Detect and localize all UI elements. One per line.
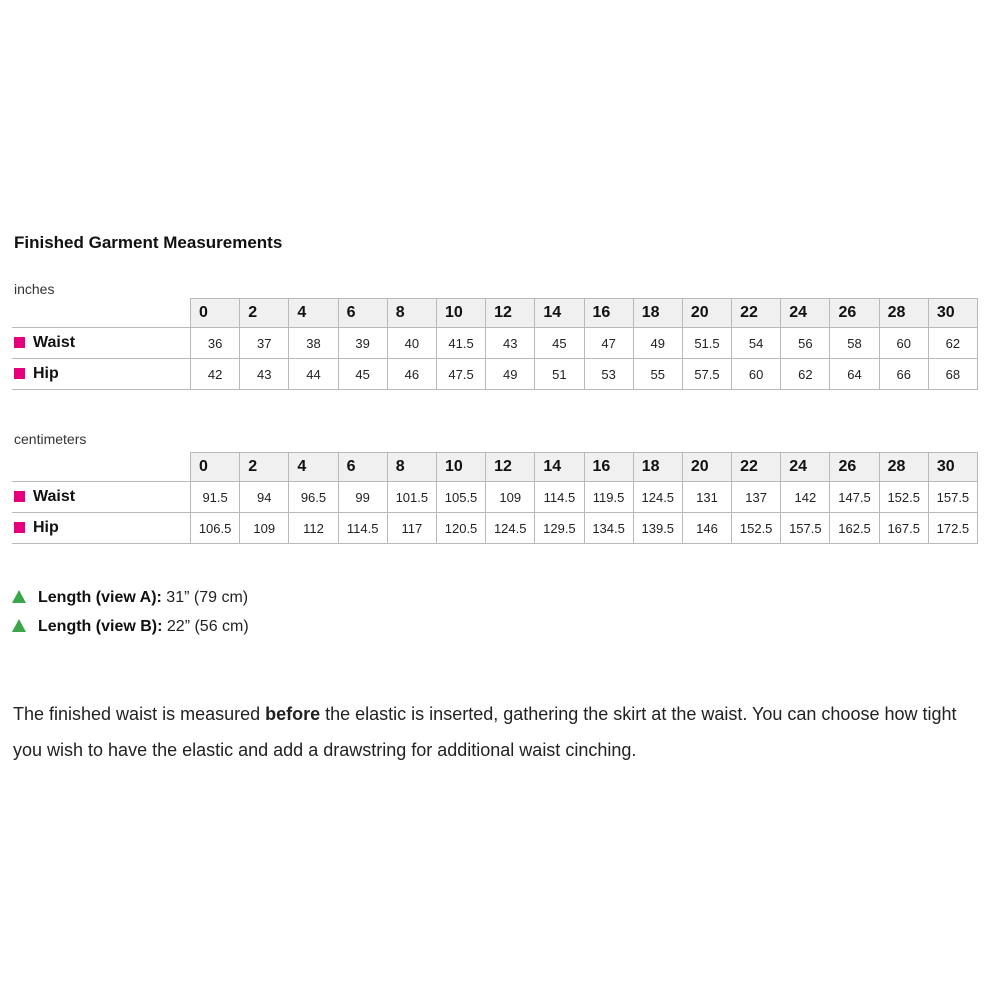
size-header: 30: [928, 299, 977, 328]
hip-value-cell: 124.5: [486, 513, 535, 544]
page-title: Finished Garment Measurements: [14, 233, 283, 252]
length-label: Length (view B):: [38, 618, 163, 635]
waist-value-cell: 105.5: [436, 482, 485, 513]
hip-value-cell: 43: [240, 359, 289, 390]
waist-value-cell: 56: [781, 328, 830, 359]
note-text: the elastic is inserted, gathering the skirt at the waist. You can choose how tight you wish to have the elastic and add a drawstring for additional waist cinching.: [13, 704, 957, 760]
size-header-row: [12, 299, 978, 328]
waist-value-cell: 109: [486, 482, 535, 513]
green-triangle-icon: [12, 619, 26, 632]
waist-value-cell: 137: [732, 482, 781, 513]
size-header: 10: [436, 299, 485, 328]
size-header-row: [12, 453, 978, 482]
size-header: 14: [535, 453, 584, 482]
hip-value-cell: 55: [633, 359, 682, 390]
hip-row: [12, 359, 978, 390]
hip-row: [12, 513, 978, 544]
waist-value-cell: 94: [240, 482, 289, 513]
waist-value-cell: 131: [682, 482, 731, 513]
hip-value-cell: 44: [289, 359, 338, 390]
size-header: 10: [436, 453, 485, 482]
waist-value-cell: 37: [240, 328, 289, 359]
hip-value-cell: 46: [387, 359, 436, 390]
waist-value-cell: 114.5: [535, 482, 584, 513]
hip-value-cell: 152.5: [732, 513, 781, 544]
note-bold: before: [265, 704, 321, 724]
hip-value-cell: 47.5: [436, 359, 485, 390]
centimeters-label: centimeters: [14, 431, 87, 447]
table-corner: [12, 453, 191, 482]
waist-value-cell: 99: [338, 482, 387, 513]
note-text: The finished waist is measured: [13, 704, 266, 724]
waist-value-cell: 91.5: [191, 482, 240, 513]
size-header: 26: [830, 453, 879, 482]
size-header: 6: [338, 299, 387, 328]
waist-row-label: [12, 482, 191, 513]
hip-value-cell: 53: [584, 359, 633, 390]
inches-table: [12, 298, 978, 390]
hip-row-label: [12, 359, 191, 390]
hip-value-cell: 172.5: [928, 513, 977, 544]
size-header: 8: [387, 453, 436, 482]
waist-row: [12, 328, 978, 359]
size-header: 12: [486, 453, 535, 482]
hip-value-cell: 68: [928, 359, 977, 390]
waist-value-cell: 43: [486, 328, 535, 359]
hip-value-cell: 60: [732, 359, 781, 390]
hip-value-cell: 42: [191, 359, 240, 390]
waist-value-cell: 96.5: [289, 482, 338, 513]
waist-value-cell: 39: [338, 328, 387, 359]
hip-value-cell: 134.5: [584, 513, 633, 544]
waist-value-cell: 101.5: [387, 482, 436, 513]
pink-square-icon: [14, 368, 25, 379]
waist-value-cell: 36: [191, 328, 240, 359]
hip-value-cell: 45: [338, 359, 387, 390]
waist-value-cell: 142: [781, 482, 830, 513]
pink-square-icon: [14, 522, 25, 533]
size-header: 0: [191, 299, 240, 328]
size-header: 16: [584, 299, 633, 328]
waist-value-cell: 54: [732, 328, 781, 359]
size-header: 2: [240, 299, 289, 328]
waist-note-paragraph: [13, 696, 973, 768]
hip-value-cell: 114.5: [338, 513, 387, 544]
size-header: 16: [584, 453, 633, 482]
waist-value-cell: 49: [633, 328, 682, 359]
hip-value-cell: 66: [879, 359, 928, 390]
size-header: 24: [781, 299, 830, 328]
size-header: 12: [486, 299, 535, 328]
pink-square-icon: [14, 337, 25, 348]
size-header: 30: [928, 453, 977, 482]
hip-value-cell: 109: [240, 513, 289, 544]
hip-value-cell: 139.5: [633, 513, 682, 544]
size-header: 8: [387, 299, 436, 328]
length-view-a: [12, 589, 248, 607]
length-view-b: [12, 618, 249, 636]
pink-square-icon: [14, 491, 25, 502]
size-header: 22: [732, 453, 781, 482]
hip-value-cell: 162.5: [830, 513, 879, 544]
length-value: 22” (56 cm): [166, 618, 249, 635]
hip-value-cell: 106.5: [191, 513, 240, 544]
waist-value-cell: 45: [535, 328, 584, 359]
size-header: 18: [633, 299, 682, 328]
waist-row: [12, 482, 978, 513]
waist-value-cell: 152.5: [879, 482, 928, 513]
size-header: 20: [682, 299, 731, 328]
waist-value-cell: 47: [584, 328, 633, 359]
waist-label: Waist: [33, 334, 76, 351]
hip-value-cell: 157.5: [781, 513, 830, 544]
size-header: 2: [240, 453, 289, 482]
waist-value-cell: 40: [387, 328, 436, 359]
waist-value-cell: 38: [289, 328, 338, 359]
waist-value-cell: 119.5: [584, 482, 633, 513]
hip-value-cell: 167.5: [879, 513, 928, 544]
size-header: 28: [879, 453, 928, 482]
hip-value-cell: 117: [387, 513, 436, 544]
hip-value-cell: 112: [289, 513, 338, 544]
waist-value-cell: 147.5: [830, 482, 879, 513]
size-header: 14: [535, 299, 584, 328]
hip-label: Hip: [33, 519, 59, 536]
waist-value-cell: 60: [879, 328, 928, 359]
waist-value-cell: 62: [928, 328, 977, 359]
length-value: 31” (79 cm): [166, 589, 249, 606]
waist-row-label: [12, 328, 191, 359]
size-header: 4: [289, 299, 338, 328]
centimeters-table: [12, 452, 978, 544]
size-header: 26: [830, 299, 879, 328]
waist-value-cell: 41.5: [436, 328, 485, 359]
hip-row-label: [12, 513, 191, 544]
waist-label: Waist: [33, 488, 76, 505]
size-header: 4: [289, 453, 338, 482]
size-header: 24: [781, 453, 830, 482]
length-label: Length (view A):: [38, 589, 162, 606]
size-header: 28: [879, 299, 928, 328]
inches-label: inches: [14, 281, 55, 297]
size-header: 6: [338, 453, 387, 482]
hip-label: Hip: [33, 365, 59, 382]
hip-value-cell: 57.5: [682, 359, 731, 390]
hip-value-cell: 129.5: [535, 513, 584, 544]
hip-value-cell: 146: [682, 513, 731, 544]
size-header: 18: [633, 453, 682, 482]
hip-value-cell: 49: [486, 359, 535, 390]
hip-value-cell: 62: [781, 359, 830, 390]
hip-value-cell: 120.5: [436, 513, 485, 544]
waist-value-cell: 157.5: [928, 482, 977, 513]
size-header: 20: [682, 453, 731, 482]
size-header: 0: [191, 453, 240, 482]
waist-value-cell: 58: [830, 328, 879, 359]
size-header: 22: [732, 299, 781, 328]
hip-value-cell: 64: [830, 359, 879, 390]
table-corner: [12, 299, 191, 328]
waist-value-cell: 124.5: [633, 482, 682, 513]
green-triangle-icon: [12, 590, 26, 603]
waist-value-cell: 51.5: [682, 328, 731, 359]
hip-value-cell: 51: [535, 359, 584, 390]
